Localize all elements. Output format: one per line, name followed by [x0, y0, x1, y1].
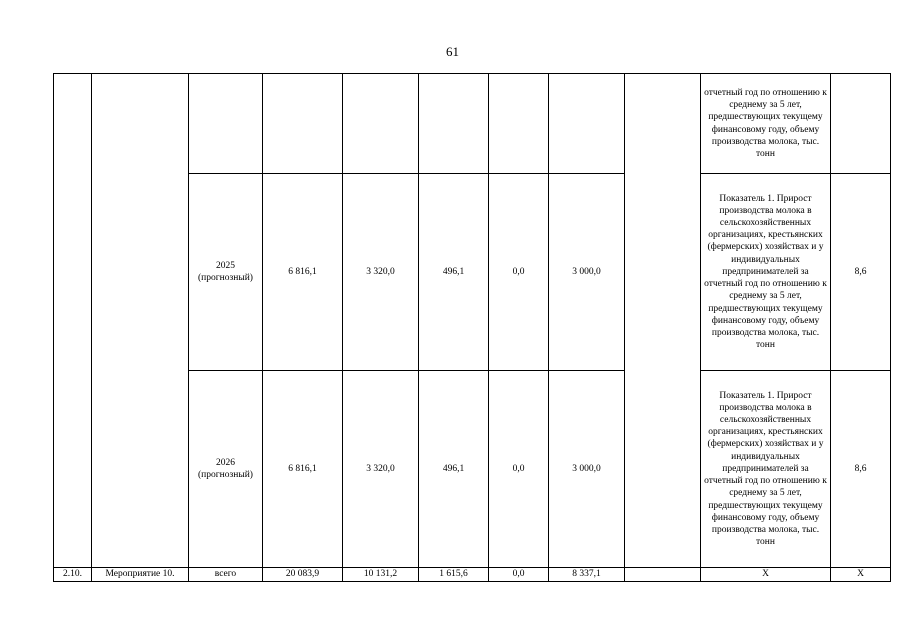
total-cell [263, 74, 343, 174]
local-cell: 0,0 [489, 174, 549, 371]
indicator-cell: Показатель 1. Прирост производства молока в сельскохозяйственных организациях, крестьянских (фермерских) хозяйствах и у индивидуальных предпринимателей за отчетный год по отношению к среднему за 5 лет, предшествующих текущему финансовому году, объему производства молока, тыс. тонн [701, 174, 831, 371]
indicator-value-cell: 8,6 [831, 371, 891, 568]
other-cell: 8 337,1 [549, 568, 625, 582]
table-row [54, 568, 891, 582]
year-cell [189, 74, 263, 174]
total-cell: 6 816,1 [263, 371, 343, 568]
federal-cell [343, 74, 419, 174]
indicator-value-cell: 8,6 [831, 174, 891, 371]
year-note: (прогнозный) [198, 273, 253, 283]
year-label: 2026 [216, 457, 235, 468]
indicator-cell: X [701, 568, 831, 582]
indicator-value-cell [831, 74, 891, 174]
year-cell: всего [189, 568, 263, 582]
local-cell [489, 74, 549, 174]
year-cell [189, 371, 263, 568]
page-number: 61 [446, 44, 459, 59]
other-cell: 3 000,0 [549, 371, 625, 568]
regional-cell: 496,1 [419, 174, 489, 371]
total-cell: 20 083,9 [263, 568, 343, 582]
year-note: (прогнозный) [198, 470, 253, 480]
program-table [53, 73, 891, 582]
table-row [54, 74, 891, 174]
year-label: 2025 [216, 260, 235, 271]
executor-cell [625, 568, 701, 582]
indicator-cell: Показатель 1. Прирост производства молока в сельскохозяйственных организациях, крестьянских (фермерских) хозяйствах и у индивидуальных предпринимателей за отчетный год по отношению к среднему за 5 лет, предшествующих текущему финансовому году, объему производства молока, тыс. тонн [701, 371, 831, 568]
total-cell: 6 816,1 [263, 174, 343, 371]
executor-cell [625, 74, 701, 568]
federal-cell: 3 320,0 [343, 371, 419, 568]
measure-name-cell: Мероприятие 10. [92, 568, 189, 582]
other-cell: 3 000,0 [549, 174, 625, 371]
indicator-value-cell: X [831, 568, 891, 582]
other-cell [549, 74, 625, 174]
regional-cell [419, 74, 489, 174]
year-cell [189, 174, 263, 371]
federal-cell: 10 131,2 [343, 568, 419, 582]
regional-cell: 1 615,6 [419, 568, 489, 582]
federal-cell: 3 320,0 [343, 174, 419, 371]
local-cell: 0,0 [489, 568, 549, 582]
row-number-cell [54, 74, 92, 568]
regional-cell: 496,1 [419, 371, 489, 568]
indicator-cell: отчетный год по отношению к среднему за 5 лет, предшествующих текущему финансовому году, объему производства молока, тыс. тонн [701, 74, 831, 174]
measure-name-cell [92, 74, 189, 568]
local-cell: 0,0 [489, 371, 549, 568]
row-number-cell: 2.10. [54, 568, 92, 582]
